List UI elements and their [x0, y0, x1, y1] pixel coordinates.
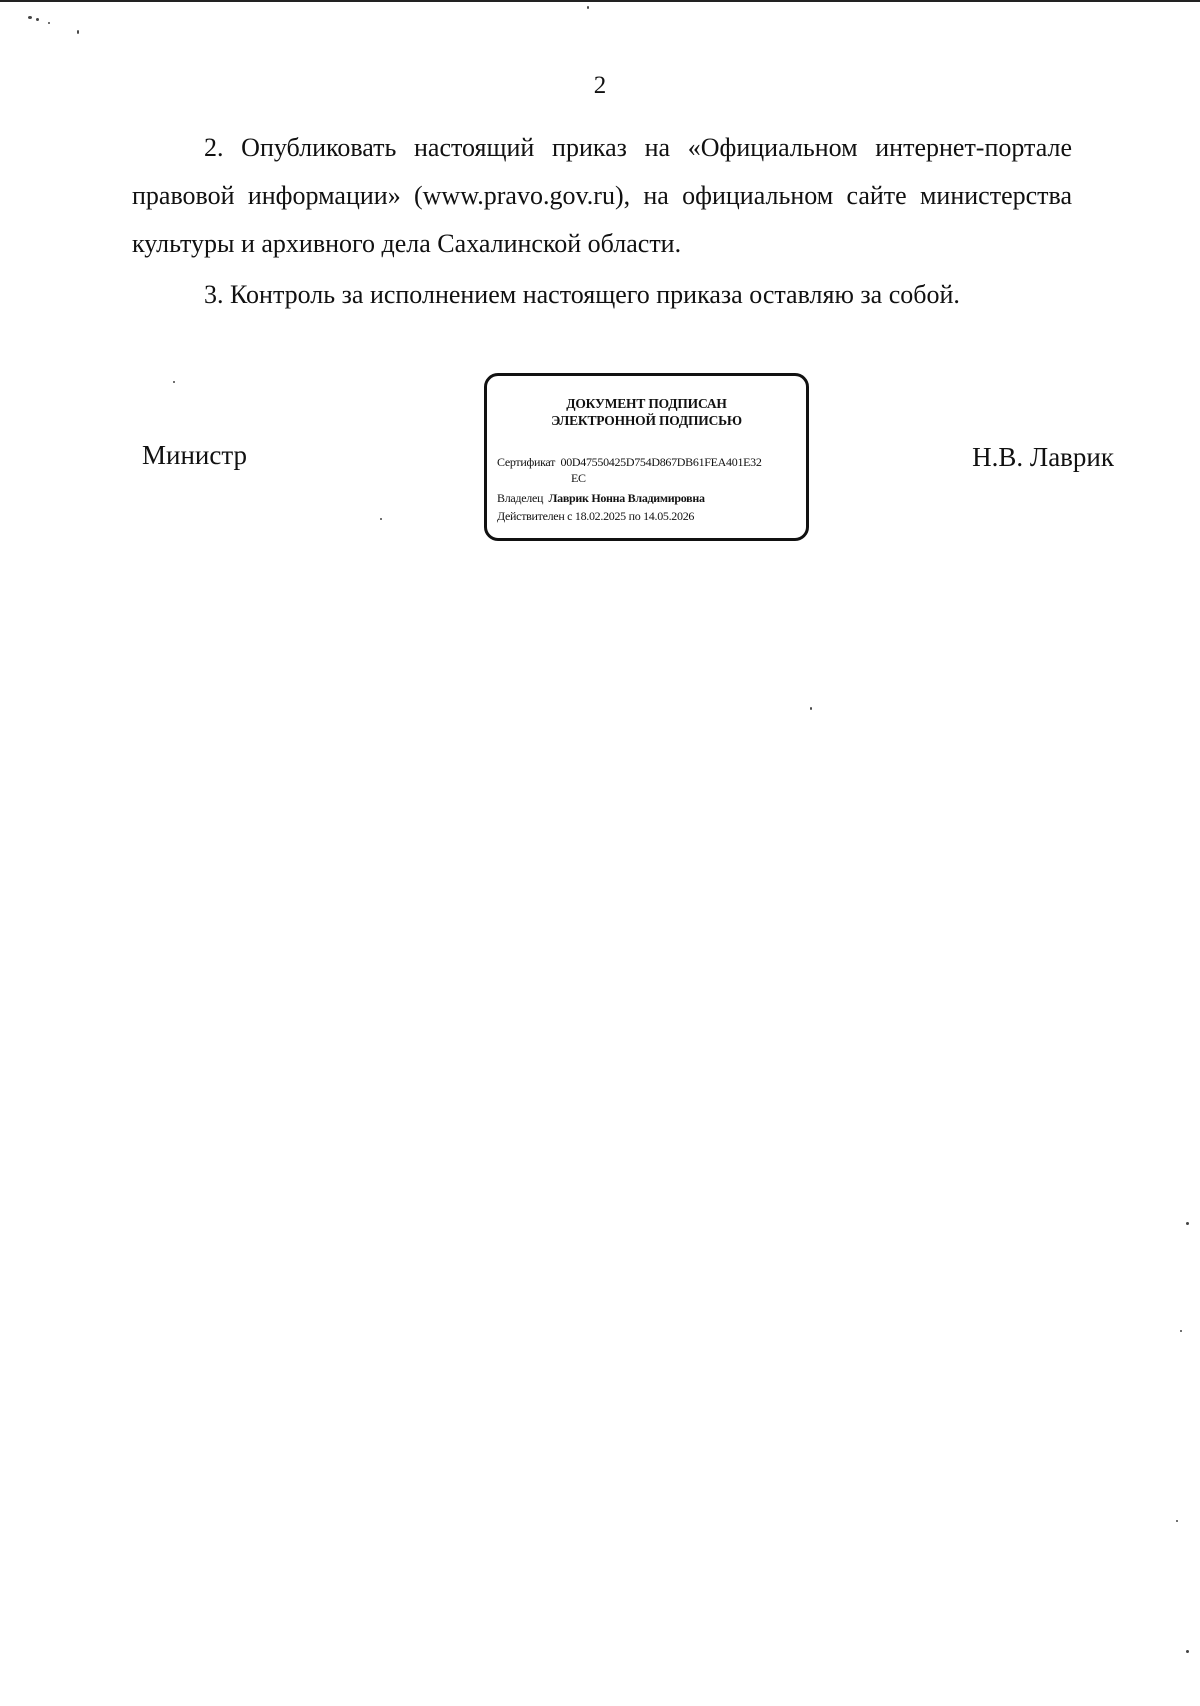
scan-speck	[1186, 1222, 1189, 1225]
page-top-edge	[0, 0, 1200, 2]
scan-speck	[173, 381, 175, 383]
scan-speck	[77, 30, 79, 34]
stamp-owner-label: Владелец	[497, 491, 544, 505]
scan-speck	[587, 6, 589, 9]
stamp-validity: Действителен с 18.02.2025 по 14.05.2026	[497, 509, 695, 523]
paragraph-control: 3. Контроль за исполнением настоящего приказа оставляю за собой.	[204, 280, 960, 309]
scan-speck	[810, 707, 812, 710]
stamp-title-line-1: ДОКУМЕНТ ПОДПИСАН	[566, 396, 727, 411]
scan-speck	[380, 518, 382, 520]
scan-speck	[28, 16, 32, 19]
signer-position: Министр	[142, 440, 247, 470]
stamp-certificate-label: Сертификат	[497, 455, 556, 469]
stamp-owner-value: Лаврик Нонна Владимировна	[548, 491, 705, 505]
electronic-signature-stamp	[484, 373, 809, 541]
scan-speck	[36, 18, 39, 21]
page-number: 2	[593, 72, 607, 99]
scan-speck	[48, 22, 50, 24]
paragraph-publish: 2. Опубликовать настоящий приказ на «Официальном интернет-портале правовой информации» (www.pravo.gov.ru), на официальном сайте министерства культуры и архивного дела Сахалинской области.	[132, 133, 1072, 258]
stamp-title-line-2: ЭЛЕКТРОННОЙ ПОДПИСЬЮ	[551, 413, 742, 428]
stamp-title	[487, 395, 806, 429]
stamp-certificate-value: 00D47550425D754D867DB61FEA401E32	[560, 455, 762, 469]
stamp-certificate-tail: EC	[571, 471, 586, 485]
signer-name: Н.В. Лаврик	[972, 442, 1114, 472]
stamp-certificate	[497, 455, 762, 470]
scan-speck	[1176, 1520, 1178, 1522]
scan-speck	[1186, 1650, 1189, 1653]
stamp-owner	[497, 491, 705, 506]
scan-speck	[1180, 1330, 1182, 1332]
